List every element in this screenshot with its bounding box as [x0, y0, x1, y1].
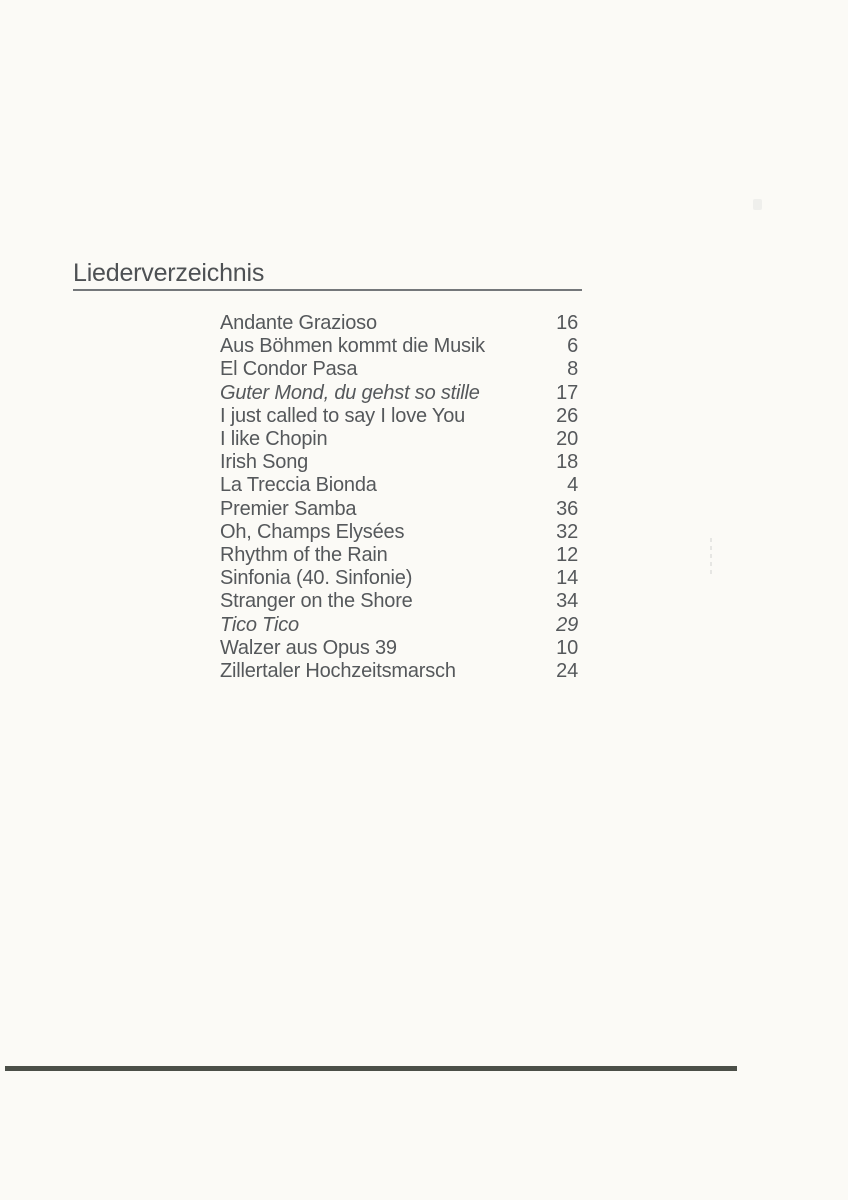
- toc-row: [220, 474, 578, 497]
- toc-entry-title: Irish Song: [220, 451, 309, 474]
- toc-row: [220, 405, 578, 428]
- toc-entry-title: Walzer aus Opus 39: [220, 636, 397, 659]
- toc-entry-page-number: 10: [556, 636, 578, 659]
- toc-entry-page-number: 4: [567, 474, 578, 497]
- toc-entry-title: I just called to say I love You: [220, 404, 466, 427]
- toc-row: [220, 498, 578, 521]
- toc-entry-title: Rhythm of the Rain: [220, 544, 388, 567]
- toc-entry-title: El Condor Pasa: [220, 358, 358, 381]
- toc-entry-page-number: 18: [556, 451, 578, 474]
- toc-row: [220, 544, 578, 567]
- toc-entry-title: Stranger on the Shore: [220, 590, 413, 613]
- toc-row: [220, 428, 578, 451]
- toc-entry-page-number: 36: [556, 497, 578, 520]
- toc-entry-title: Zillertaler Hochzeitsmarsch: [220, 660, 456, 683]
- toc-entry-page-number: 20: [556, 428, 578, 451]
- toc-entry-page-number: 32: [556, 520, 578, 543]
- toc-row: [220, 567, 578, 590]
- toc-entry-page-number: 12: [556, 544, 578, 567]
- song-index-list: [220, 312, 578, 683]
- footer-divider-bar: [5, 1066, 737, 1071]
- toc-entry-page-number: 29: [556, 613, 578, 636]
- toc-entry-page-number: 8: [567, 358, 578, 381]
- toc-entry-title: Andante Grazioso: [220, 312, 377, 334]
- toc-entry-page-number: 16: [556, 312, 578, 334]
- toc-row: [220, 335, 578, 358]
- toc-row: [220, 614, 578, 637]
- page-title: Liederverzeichnis: [73, 259, 265, 287]
- toc-entry-page-number: 34: [556, 590, 578, 613]
- toc-entry-page-number: 26: [556, 404, 578, 427]
- toc-row: [220, 637, 578, 660]
- toc-entry-page-number: 24: [556, 660, 578, 683]
- toc-entry-title: I like Chopin: [220, 428, 328, 451]
- scan-artifact-line: [710, 538, 712, 576]
- toc-entry-title: La Treccia Bionda: [220, 474, 377, 497]
- toc-row: [220, 312, 578, 335]
- toc-entry-page-number: 17: [556, 381, 578, 404]
- title-underline-rule: [73, 289, 582, 291]
- toc-entry-title: Sinfonia (40. Sinfonie): [220, 567, 413, 590]
- toc-entry-page-number: 14: [556, 567, 578, 590]
- toc-entry-title: Guter Mond, du gehst so stille: [220, 381, 480, 404]
- toc-row: [220, 590, 578, 613]
- toc-row: [220, 660, 578, 683]
- toc-entry-title: Aus Böhmen kommt die Musik: [220, 335, 485, 358]
- toc-entry-title: Oh, Champs Elysées: [220, 520, 405, 543]
- toc-row: [220, 521, 578, 544]
- scan-artifact-mark: [753, 199, 762, 210]
- toc-row: [220, 358, 578, 381]
- toc-row: [220, 382, 578, 405]
- toc-row: [220, 451, 578, 474]
- toc-entry-page-number: 6: [567, 335, 578, 358]
- toc-entry-title: Premier Samba: [220, 497, 357, 520]
- toc-entry-title: Tico Tico: [220, 613, 299, 636]
